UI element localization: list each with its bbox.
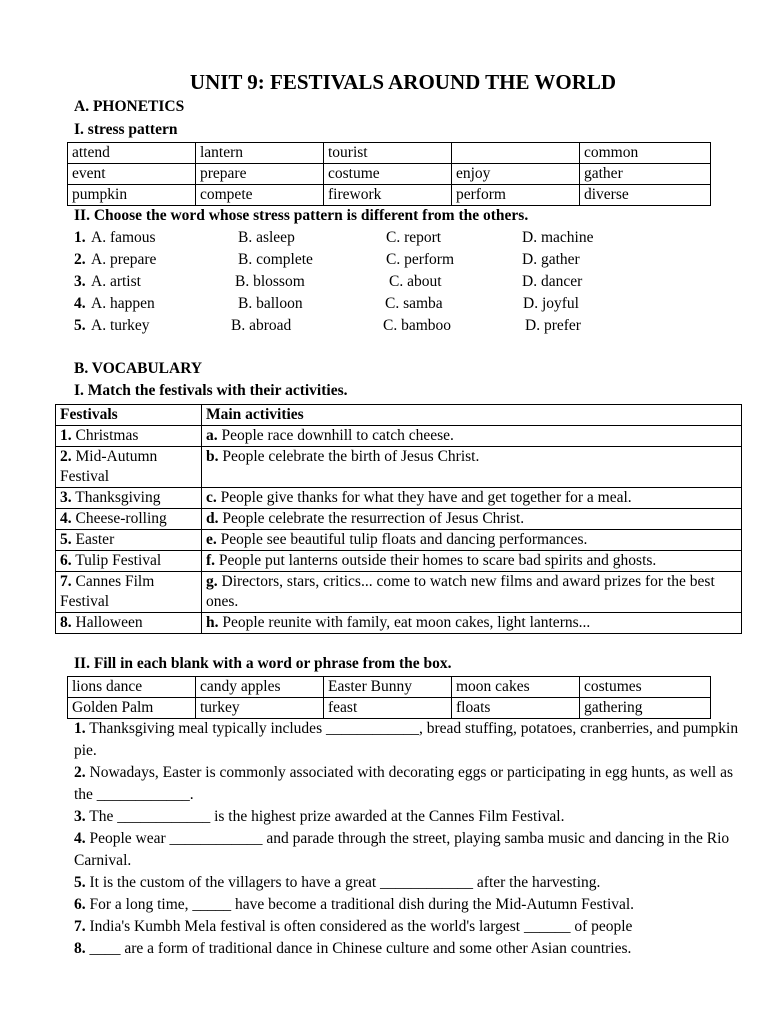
festival-cell: 1. Christmas: [56, 426, 202, 447]
answer-option-b[interactable]: B. blossom: [235, 273, 305, 290]
stress-cell: costume: [324, 164, 452, 185]
answer-option-c[interactable]: C. about: [389, 273, 442, 290]
word-box-cell: floats: [452, 698, 580, 719]
stress-cell: perform: [452, 185, 580, 206]
answer-option-a[interactable]: A. prepare: [91, 251, 157, 268]
festival-cell: 7. Cannes Film Festival: [56, 572, 202, 613]
stress-cell: firework: [324, 185, 452, 206]
fill-question: 4. People wear ____________ and parade through the street, playing samba music and dancing in the Rio Carnival.: [74, 830, 730, 869]
word-box-row: [68, 698, 711, 719]
answer-option-a[interactable]: A. artist: [91, 273, 141, 290]
answer-option-b[interactable]: B. asleep: [238, 229, 295, 246]
festival-cell: 2. Mid-Autumn Festival: [56, 447, 202, 488]
answer-option-d[interactable]: D. gather: [522, 251, 580, 268]
word-box-cell: Golden Palm: [68, 698, 196, 719]
stress-cell: prepare: [196, 164, 324, 185]
festival-cell: 4. Cheese-rolling: [56, 509, 202, 530]
word-box-cell: gathering: [580, 698, 711, 719]
fill-heading: II. Fill in each blank with a word or phrase from the box.: [74, 655, 452, 672]
word-box-cell: turkey: [196, 698, 324, 719]
stress-pattern-heading: I. stress pattern: [74, 121, 178, 138]
word-box-table: [67, 676, 711, 719]
festival-cell: 8. Halloween: [56, 613, 202, 634]
answer-option-d[interactable]: D. machine: [522, 229, 594, 246]
match-row: [56, 447, 742, 488]
question-number: 1.: [74, 229, 86, 246]
answer-option-c[interactable]: C. report: [386, 229, 442, 246]
match-row: [56, 426, 742, 447]
activity-cell: b. People celebrate the birth of Jesus Christ.: [202, 447, 742, 488]
festival-cell: 3. Thanksgiving: [56, 488, 202, 509]
fill-question: 8. ____ are a form of traditional dance in Chinese culture and some other Asian countries.: [74, 940, 632, 957]
stress-cell: compete: [196, 185, 324, 206]
answer-option-a[interactable]: A. happen: [91, 295, 155, 312]
fill-question: 1. Thanksgiving meal typically includes ____________, bread stuffing, potatoes, cranberries, and pumpkin pie.: [74, 720, 739, 759]
stress-cell: [452, 143, 580, 164]
match-row: [56, 551, 742, 572]
answer-option-b[interactable]: B. balloon: [238, 295, 303, 312]
fill-question: 6. For a long time, _____ have become a traditional dish during the Mid-Autumn Festival.: [74, 896, 635, 913]
answer-option-d[interactable]: D. dancer: [522, 273, 583, 290]
word-box-cell: lions dance: [68, 677, 196, 698]
answer-option-a[interactable]: A. turkey: [91, 317, 150, 334]
match-col-festivals: Festivals: [56, 405, 202, 426]
match-row: [56, 488, 742, 509]
stress-cell: gather: [580, 164, 711, 185]
word-box-row: [68, 677, 711, 698]
stress-cell: diverse: [580, 185, 711, 206]
stress-cell: tourist: [324, 143, 452, 164]
stress-cell: lantern: [196, 143, 324, 164]
stress-cell: enjoy: [452, 164, 580, 185]
festival-cell: 5. Easter: [56, 530, 202, 551]
activity-cell: a. People race downhill to catch cheese.: [202, 426, 742, 447]
fill-question: 2. Nowadays, Easter is commonly associated with decorating eggs or participating in egg hunts, as well as the ____________.: [74, 764, 734, 803]
stress-cell: common: [580, 143, 711, 164]
stress-cell: attend: [68, 143, 196, 164]
question-number: 3.: [74, 273, 86, 290]
answer-option-c[interactable]: C. samba: [385, 295, 443, 312]
match-table: [55, 404, 742, 634]
match-heading: I. Match the festivals with their activities.: [74, 382, 348, 399]
stress-row: [68, 164, 711, 185]
question-number: 5.: [74, 317, 86, 334]
answer-option-c[interactable]: C. perform: [386, 251, 455, 268]
match-row: [56, 530, 742, 551]
answer-option-a[interactable]: A. famous: [91, 229, 156, 246]
answer-option-b[interactable]: B. abroad: [231, 317, 292, 334]
answer-option-d[interactable]: D. prefer: [525, 317, 581, 334]
match-row: [56, 613, 742, 634]
answer-option-c[interactable]: C. bamboo: [383, 317, 452, 334]
activity-cell: g. Directors, stars, critics... come to watch new films and award prizes for the best ones.: [202, 572, 742, 613]
activity-cell: f. People put lanterns outside their homes to scare bad spirits and ghosts.: [202, 551, 742, 572]
stress-pattern-table: [67, 142, 711, 206]
stress-cell: pumpkin: [68, 185, 196, 206]
answer-option-d[interactable]: D. joyful: [523, 295, 579, 312]
answer-option-b[interactable]: B. complete: [238, 251, 313, 268]
match-row: [56, 572, 742, 613]
word-box-cell: costumes: [580, 677, 711, 698]
word-box-cell: moon cakes: [452, 677, 580, 698]
match-col-activities: Main activities: [202, 405, 742, 426]
fill-question: 3. The ____________ is the highest prize awarded at the Cannes Film Festival.: [74, 808, 565, 825]
match-header-row: [56, 405, 742, 426]
stress-row: [68, 185, 711, 206]
page-title: UNIT 9: FESTIVALS AROUND THE WORLD: [189, 70, 617, 94]
word-box-cell: feast: [324, 698, 452, 719]
question-number: 2.: [74, 251, 86, 268]
activity-cell: h. People reunite with family, eat moon cakes, light lanterns...: [202, 613, 742, 634]
question-number: 4.: [74, 295, 86, 312]
activity-cell: e. People see beautiful tulip floats and dancing performances.: [202, 530, 742, 551]
word-box-cell: candy apples: [196, 677, 324, 698]
section-a-heading: A. PHONETICS: [74, 98, 185, 115]
fill-question: 7. India's Kumbh Mela festival is often considered as the world's largest ______ of people: [74, 918, 633, 935]
word-box-cell: Easter Bunny: [324, 677, 452, 698]
activity-cell: c. People give thanks for what they have and get together for a meal.: [202, 488, 742, 509]
section-b-heading: B. VOCABULARY: [74, 360, 203, 377]
match-row: [56, 509, 742, 530]
stress-cell: event: [68, 164, 196, 185]
choose-heading: II. Choose the word whose stress pattern is different from the others.: [74, 207, 529, 224]
fill-question: 5. It is the custom of the villagers to have a great ____________ after the harvesting.: [74, 874, 601, 891]
activity-cell: d. People celebrate the resurrection of Jesus Christ.: [202, 509, 742, 530]
stress-row: [68, 143, 711, 164]
festival-cell: 6. Tulip Festival: [56, 551, 202, 572]
